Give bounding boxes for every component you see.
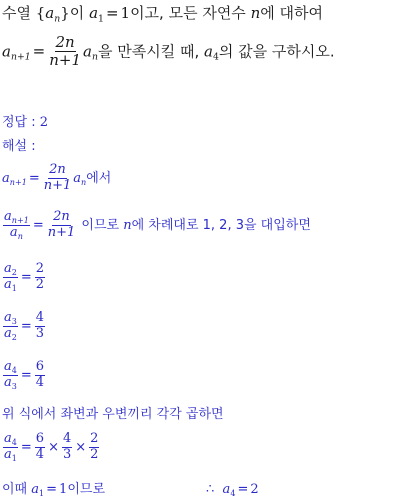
fraction: $\frac{a_4}{a_3}$ bbox=[4, 359, 17, 391]
solution-step-2: $\frac{a_{n+1}}{a_n}$ = $\frac{2n}{n+1}$ 이므로 n에 차례대로 1, 2, 3을 대입하면 bbox=[4, 209, 311, 241]
answer-label: 정답 : bbox=[2, 115, 40, 130]
therefore-symbol: ∴ bbox=[206, 482, 215, 497]
solution-label: 해설 : bbox=[2, 139, 36, 154]
fraction: $\frac{4}{3}$ bbox=[62, 431, 72, 462]
ratio-row-2: $\frac{a_3}{a_2}$ = $\frac{4}{3}$ bbox=[4, 310, 45, 342]
fraction: $\frac{2}{2}$ bbox=[35, 261, 45, 292]
fraction: $\frac{2n}{n+1}$ bbox=[49, 33, 82, 70]
answer-line bbox=[2, 116, 48, 129]
problem-line-1: 수열 $\{a_n\}$이 $a_1 = 1$이고, 모든 자연수 n에 대하여 bbox=[2, 4, 323, 25]
fraction: $\frac{6}{4}$ bbox=[35, 359, 45, 390]
fraction: $\frac{4}{3}$ bbox=[35, 310, 45, 341]
ratio-row-3: $\frac{a_4}{a_3}$ = $\frac{6}{4}$ bbox=[4, 359, 45, 391]
fraction: $\frac{2n}{n+1}$ bbox=[43, 162, 72, 193]
fraction: $\frac{a_{n+1}}{a_n}$ bbox=[4, 209, 29, 241]
fraction: $\frac{2}{2}$ bbox=[90, 431, 99, 462]
answer-value: 2 bbox=[39, 115, 49, 130]
fraction: $\frac{a_2}{a_1}$ bbox=[4, 261, 17, 293]
product-row: $\frac{a_4}{a_1}$ = $\frac{6}{4}$ × $\frac{4}{3}$ × $\frac{2}{2}$ bbox=[4, 431, 99, 463]
fraction: $\frac{6}{4}$ bbox=[35, 431, 45, 462]
conclusion: ∴ $a_4 = 2$ bbox=[206, 482, 259, 498]
fraction: $\frac{2n}{n+1}$ bbox=[47, 209, 76, 240]
multiply-text: 위 식에서 좌변과 우변끼리 각각 곱하면 bbox=[2, 407, 224, 422]
problem-line-2: $a_{n+1}$ = $\frac{2n}{n+1}$ $a_n$을 만족시킬 때, $a_4$의 값을 구하시오. bbox=[2, 33, 335, 70]
fraction: $\frac{a_3}{a_2}$ bbox=[4, 310, 17, 342]
final-line: 이때 $a_1 = 1$이므로 ∴ $a_4 = 2$ bbox=[2, 482, 259, 498]
ratio-row-1: $\frac{a_2}{a_1}$ = $\frac{2}{2}$ bbox=[4, 261, 45, 293]
math-var: a bbox=[45, 4, 55, 22]
problem-text: 수열 bbox=[2, 4, 36, 22]
fraction: $\frac{a_4}{a_1}$ bbox=[4, 431, 17, 463]
solution-step-1: $a_{n+1}$ = $\frac{2n}{n+1}$ $a_n$에서 bbox=[2, 162, 112, 193]
